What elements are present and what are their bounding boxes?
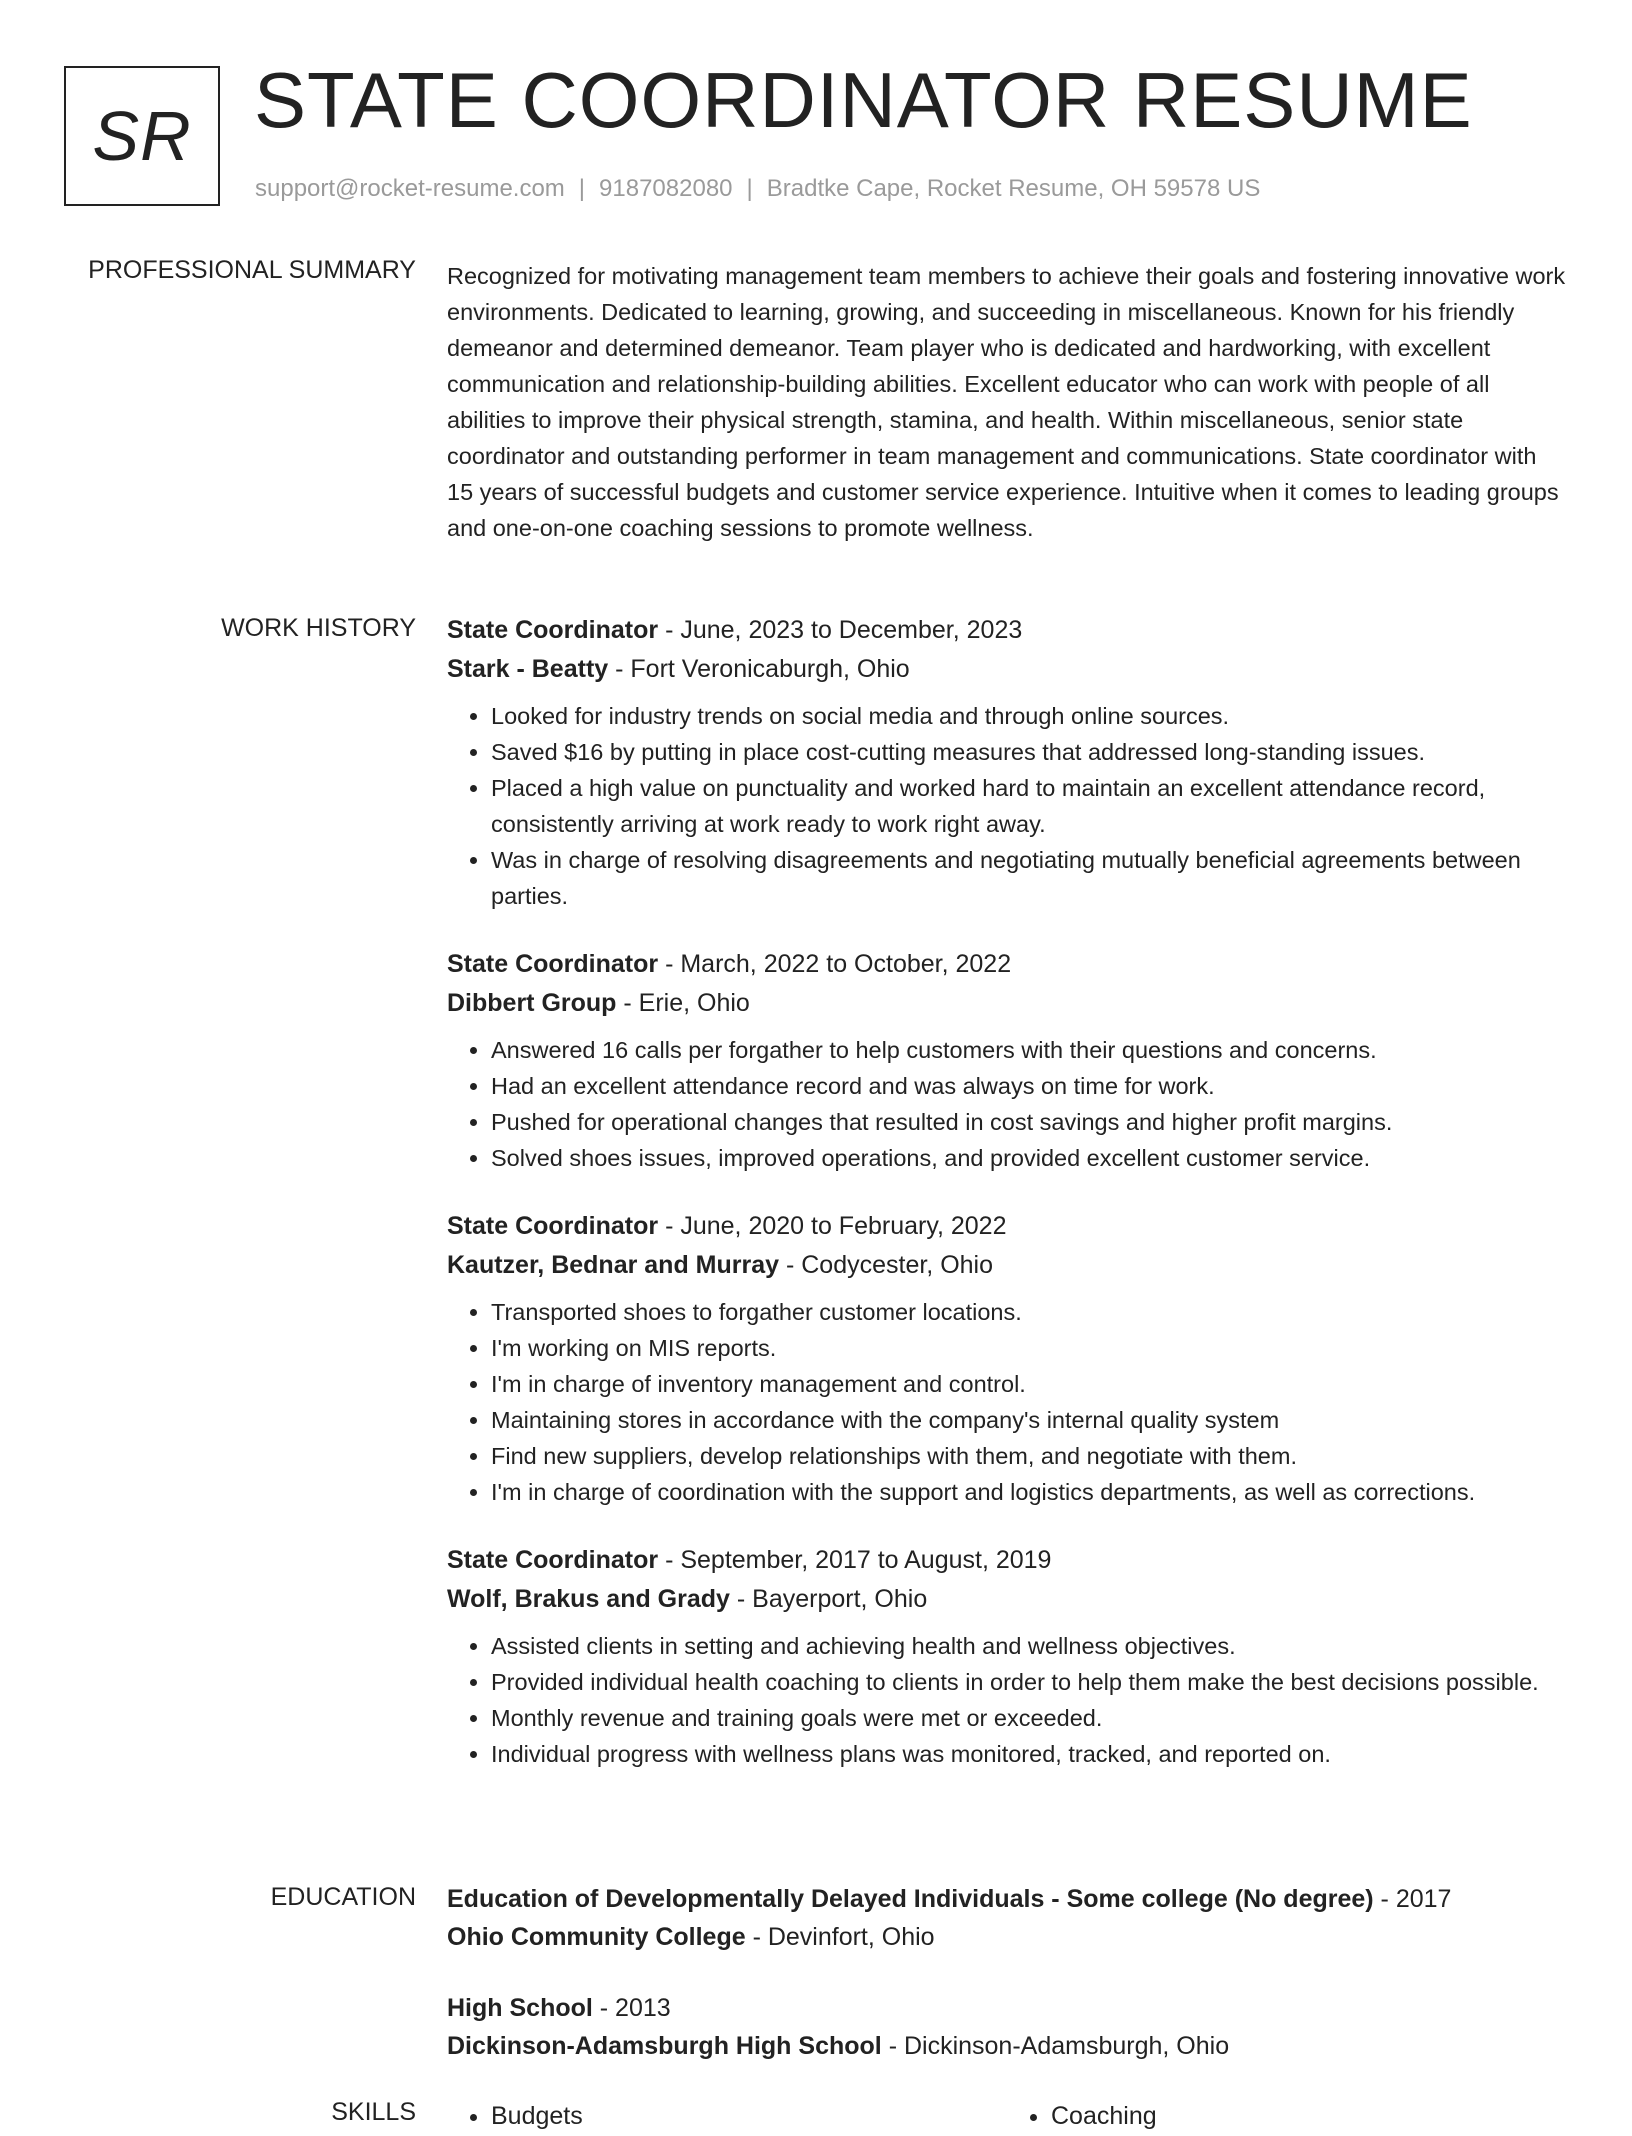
job-title: State Coordinator <box>447 950 659 978</box>
resume-title: STATE COORDINATOR RESUME <box>254 56 1473 144</box>
job-bullet: • Saved $16 by putting in place cost-cutting measures that addressed long-standing issues. <box>491 734 1567 770</box>
job-bullet: • I'm working on MIS reports. <box>491 1330 1567 1366</box>
section-label-summary: PROFESSIONAL SUMMARY <box>88 256 416 284</box>
education-school: Ohio Community College <box>447 1923 746 1951</box>
section-label-work-history: WORK HISTORY <box>221 614 416 642</box>
job-title: State Coordinator <box>447 616 659 644</box>
job-entry <box>447 1541 1567 1772</box>
contact-separator: | <box>746 175 753 202</box>
job-location: - Codycester, Ohio <box>779 1251 994 1279</box>
job-dates: - June, 2020 to February, 2022 <box>658 1212 1007 1240</box>
section-label-skills: SKILLS <box>331 2098 416 2126</box>
skill-item: • Coaching <box>1051 2096 1567 2136</box>
contact-separator: | <box>578 175 586 202</box>
job-entry <box>447 1207 1567 1510</box>
education-degree: Education of Developmentally Delayed Individuals - Some college (No degree) <box>447 1885 1374 1913</box>
monogram: SR <box>64 66 220 206</box>
job-bullet: • Was in charge of resolving disagreements and negotiating mutually beneficial agreements between parties. <box>491 842 1567 914</box>
education-degree: High School <box>447 1994 593 2022</box>
job-title: State Coordinator <box>447 1546 659 1574</box>
job-bullet: • Pushed for operational changes that resulted in cost savings and higher profit margins. <box>491 1104 1567 1140</box>
job-location: - Bayerport, Ohio <box>729 1585 928 1613</box>
job-entry <box>447 945 1567 1176</box>
job-bullet: • Maintaining stores in accordance with the company's internal quality system <box>491 1402 1567 1438</box>
job-company: Dibbert Group <box>447 989 617 1017</box>
job-company: Stark - Beatty <box>447 655 609 683</box>
education-location: - Dickinson-Adamsburgh, Ohio <box>881 2032 1230 2060</box>
job-company: Wolf, Brakus and Grady <box>447 1585 730 1613</box>
job-bullet: • Transported shoes to forgather customer locations. <box>491 1294 1567 1330</box>
job-bullet: • Solved shoes issues, improved operations, and provided excellent customer service. <box>491 1140 1567 1176</box>
job-bullet: • Individual progress with wellness plans was monitored, tracked, and reported on. <box>491 1736 1567 1772</box>
job-bullet: • I'm in charge of inventory management and control. <box>491 1366 1567 1402</box>
job-dates: - June, 2023 to December, 2023 <box>658 616 1023 644</box>
job-bullet: • Placed a high value on punctuality and worked hard to maintain an excellent attendance record, consistently arriving at work ready to work right away. <box>491 770 1567 842</box>
contact-address: Bradtke Cape, Rocket Resume, OH 59578 US <box>766 175 1261 202</box>
job-bullet: • Had an excellent attendance record and was always on time for work. <box>491 1068 1567 1104</box>
job-bullet: • Looked for industry trends on social media and through online sources. <box>491 698 1567 734</box>
contact-email[interactable]: support@rocket-resume.com <box>255 175 565 202</box>
skill-item: • Budgets <box>491 2096 1007 2136</box>
contact-phone[interactable]: 9187082080 <box>599 175 733 202</box>
job-bullet: • Find new suppliers, develop relationships with them, and negotiate with them. <box>491 1438 1567 1474</box>
job-location: - Fort Veronicaburgh, Ohio <box>608 655 910 683</box>
education-year: - 2017 <box>1373 1885 1452 1913</box>
job-bullet: • Answered 16 calls per forgather to help customers with their questions and concerns. <box>491 1032 1567 1068</box>
summary-text: Recognized for motivating management team members to achieve their goals and fostering innovative work environments. Dedicated to learning, growing, and succeeding in miscellaneous. Known for his friendly demeanor and determined demeanor. Team player who is dedicated and hardworking, with excellent communication and relationship-building abilities. Excellent educator who can work with people of all abilities to improve their physical strength, stamina, and health. Within miscellaneous, senior state coordinator and outstanding performer in team management and communications. State coordinator with 15 years of successful budgets and customer service experience. Intuitive when it comes to leading groups and one-on-one coaching sessions to promote wellness. <box>447 263 1566 541</box>
job-dates: - September, 2017 to August, 2019 <box>658 1546 1052 1574</box>
education-school: Dickinson-Adamsburgh High School <box>447 2032 882 2060</box>
contact-line <box>255 175 1260 203</box>
job-location: - Erie, Ohio <box>616 989 750 1017</box>
job-bullet: • I'm in charge of coordination with the support and logistics departments, as well as corrections. <box>491 1474 1567 1510</box>
job-dates: - March, 2022 to October, 2022 <box>658 950 1012 978</box>
job-bullet: • Assisted clients in setting and achieving health and wellness objectives. <box>491 1628 1567 1664</box>
job-entry <box>447 611 1567 914</box>
job-title: State Coordinator <box>447 1212 659 1240</box>
job-bullet: • Provided individual health coaching to clients in order to help them make the best decisions possible. <box>491 1664 1567 1700</box>
education-location: - Devinfort, Ohio <box>745 1923 935 1951</box>
education-year: - 2013 <box>592 1994 671 2022</box>
education-entry <box>447 1880 1567 1956</box>
section-label-education: EDUCATION <box>270 1883 416 1911</box>
job-bullet: • Monthly revenue and training goals were met or exceeded. <box>491 1700 1567 1736</box>
education-entry <box>447 1989 1567 2065</box>
job-company: Kautzer, Bednar and Murray <box>447 1251 780 1279</box>
